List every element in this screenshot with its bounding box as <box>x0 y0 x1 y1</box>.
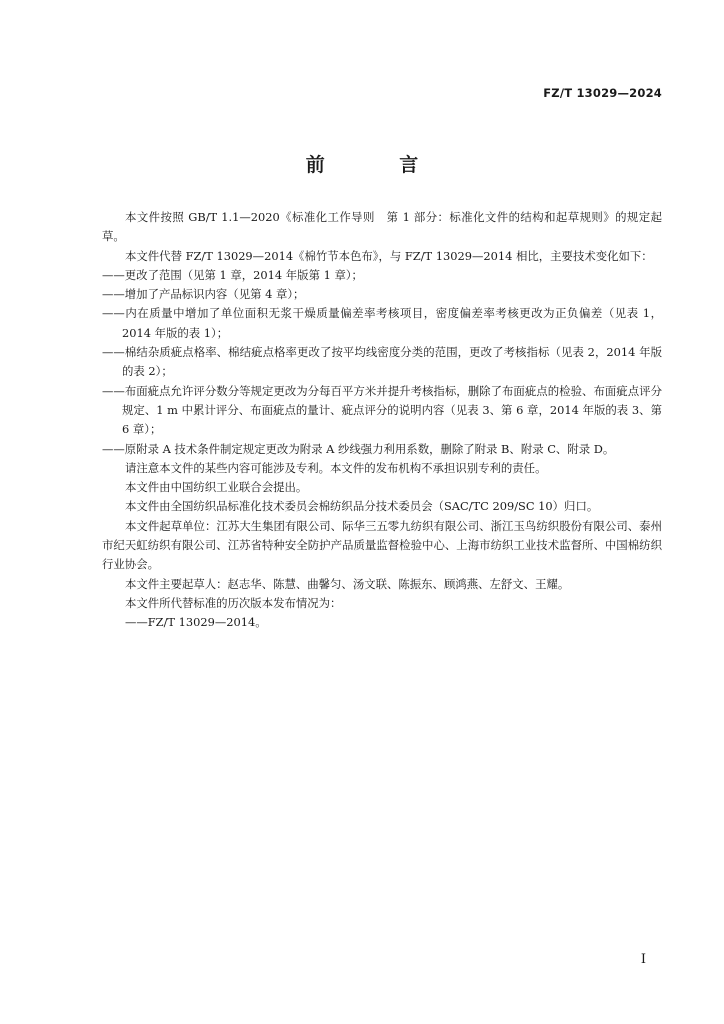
change-item: ——布面疵点允许评分数分等规定更改为分每百平方米并提升考核指标，删除了布面疵点的检验、布面疵点评分规定、1 m 中累计评分、布面疵点的量计、疵点评分的说明内容（见表 3、第 6 章，2014 年版的表 3、第 6 章）； <box>102 383 662 437</box>
change-item: ——棉结杂质疵点格率、棉结疵点格率更改了按平均线密度分类的范围，更改了考核指标（见表 2，2014 年版的表 2）； <box>102 345 662 379</box>
paragraph: 本文件主要起草人：赵志华、陈慧、曲馨匀、汤文联、陈振东、顾鸿燕、左舒文、王耀。 <box>125 576 570 591</box>
paragraph: 本文件起草单位：江苏大生集团有限公司、际华三五零九纺织有限公司、浙江玉鸟纺织股份有限公司、泰州市纪天虹纺织有限公司、江苏省特种安全防护产品质量监督检验中心、上海市纺织工业技术监督所、中国棉纺织行业协会。 <box>102 518 662 572</box>
paragraph: 本文件所代替标准的历次版本发布情况为： <box>125 595 342 610</box>
paragraph: 本文件由中国纺织工业联合会提出。 <box>125 480 308 495</box>
change-item: ——更改了范围（见第 1 章，2014 年版第 1 章）； <box>102 267 363 282</box>
document-body <box>102 208 662 633</box>
standard-code: FZ/T 13029—2024 <box>543 86 662 100</box>
page-number: I <box>640 952 646 967</box>
paragraph: 本文件由全国纺织品标准化技术委员会棉纺织品分技术委员会（SAC/TC 209/SC 10）归口。 <box>125 499 599 514</box>
paragraph: 请注意本文件的某些内容可能涉及专利。本文件的发布机构不承担识别专利的责任。 <box>125 460 547 475</box>
change-item: ——原附录 A 技术条件制定规定更改为附录 A 纱线强力利用系数，删除了附录 B、附录 C、附录 D。 <box>102 441 615 456</box>
paragraph: 本文件代替 FZ/T 13029—2014《棉竹节本色布》，与 FZ/T 13029—2014 相比，主要技术变化如下： <box>125 248 653 263</box>
change-item: ——内在质量中增加了单位面积无浆干燥质量偏差率考核项目，密度偏差率考核更改为正负偏差（见表 1，2014 年版的表 1）； <box>102 306 662 340</box>
change-item: ——增加了产品标识内容（见第 4 章）； <box>102 287 305 302</box>
page-title: 前 言 <box>305 154 453 176</box>
paragraph: 本文件按照 GB/T 1.1—2020《标准化工作导则 第 1 部分：标准化文件的结构和起草规则》的规定起草。 <box>102 210 662 244</box>
paragraph: ——FZ/T 13029—2014。 <box>125 615 267 630</box>
